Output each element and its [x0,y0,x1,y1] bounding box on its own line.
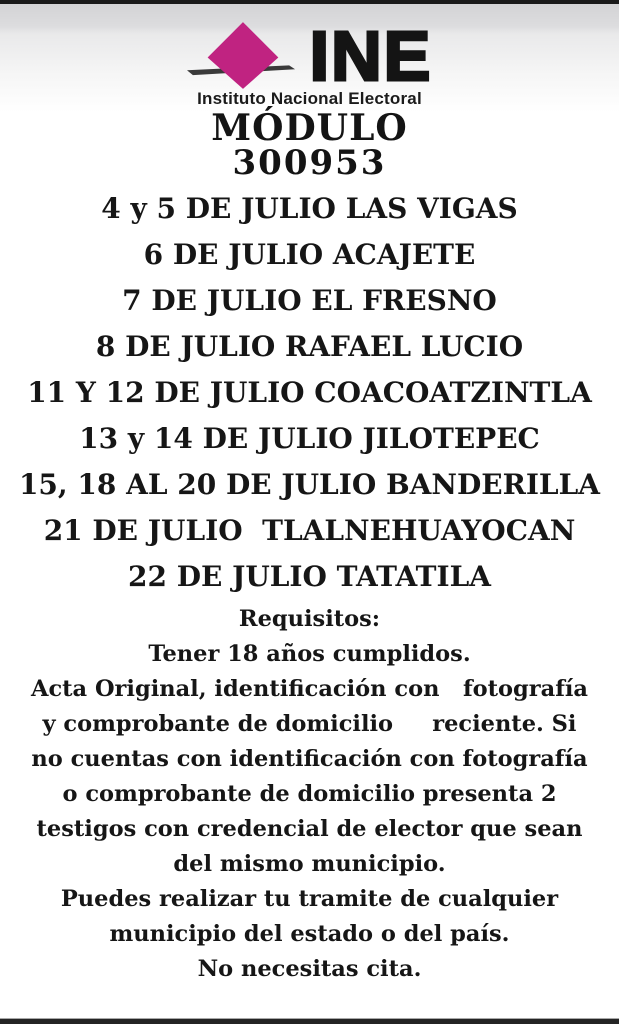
ine-logo-row [0,17,619,95]
requirement-line: o comprobante de domicilio presenta 2 [62,781,557,807]
ine-wordmark: INE [309,17,433,95]
schedule-line: 11 Y 12 DE JULIO COACOATZINTLA [27,376,592,409]
top-border-line [0,0,619,4]
institute-name: Instituto Nacional Electoral [197,89,422,108]
schedule-line: 13 y 14 DE JULIO JILOTEPEC [79,422,540,455]
schedule-line: 22 DE JULIO TATATILA [127,560,491,593]
schedule-line: 21 DE JULIO TLALNEHUAYOCAN [43,514,576,547]
requirement-line: del mismo municipio. [173,851,446,877]
requirement-line: municipio del estado o del país. [109,921,510,947]
schedule-line: 8 DE JULIO RAFAEL LUCIO [95,330,524,363]
schedule-line: 15, 18 AL 20 DE JULIO BANDERILLA [18,468,601,501]
requirement-line: y comprobante de domicilio reciente. Si [42,711,577,737]
schedule-line: 6 DE JULIO ACAJETE [143,238,476,271]
ine-logo-block [0,0,619,107]
module-title: MÓDULO [211,107,408,149]
module-number: 300953 [232,143,387,183]
schedule-line: 7 DE JULIO EL FRESNO [122,284,497,317]
requirements-heading: Requisitos: [238,606,381,632]
schedule-line: 4 y 5 DE JULIO LAS VIGAS [101,192,518,225]
requirement-line: Acta Original, identificación con fotografía [31,676,588,702]
schedule-list [0,186,619,600]
ine-ballot-box-icon [187,21,297,90]
requirement-line: No necesitas cita. [197,956,422,982]
requirements-section [0,602,619,987]
requirement-line: testigos con credencial de elector que sean [36,816,583,842]
requirement-line: Tener 18 años cumplidos. [148,641,471,667]
requirement-line: Puedes realizar tu tramite de cualquier [60,886,559,912]
requirement-line: no cuentas con identificación con fotografía [31,746,588,772]
bottom-border-line [0,1018,619,1024]
flyer-content [0,107,619,987]
